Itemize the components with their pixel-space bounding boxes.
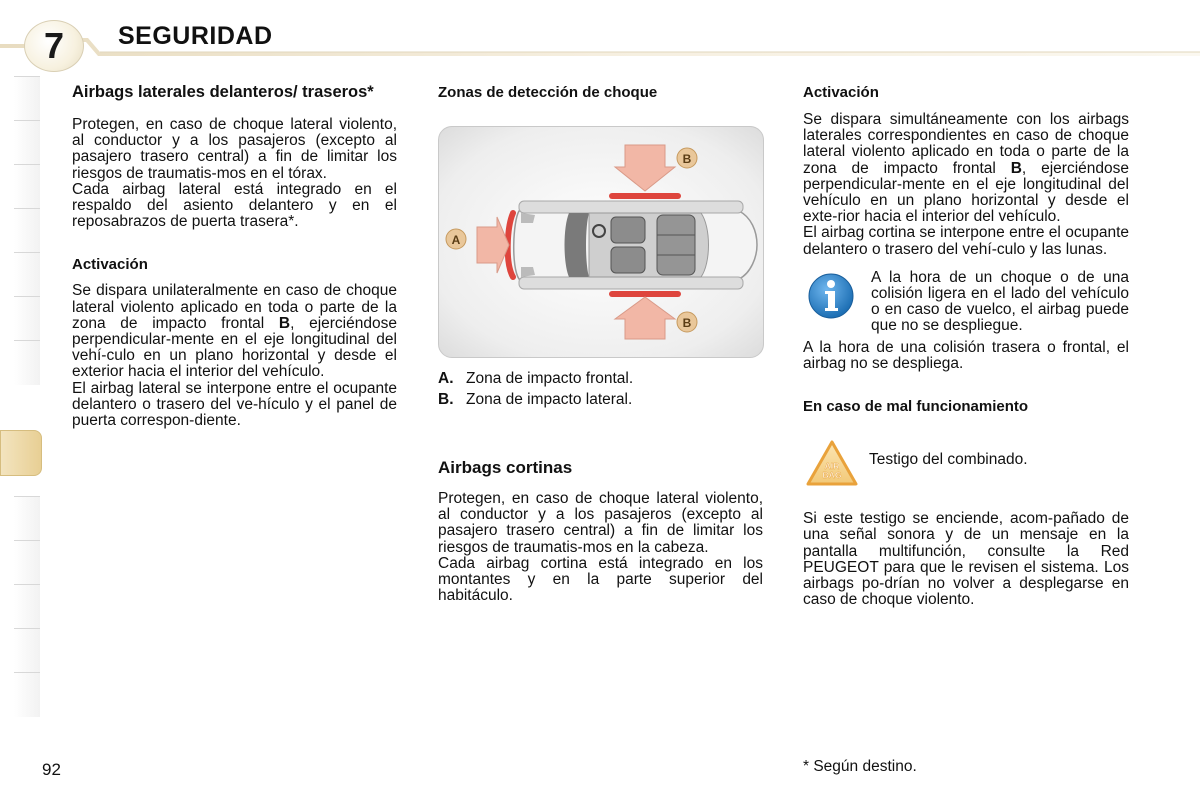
curtain-airbags-section: [438, 459, 763, 604]
column-left: [72, 80, 397, 429]
legend-row-a: [438, 368, 763, 389]
chapter-tab[interactable]: [14, 340, 40, 385]
label-b-bottom-badge: [677, 312, 697, 332]
activation-paragraph-left-2: El airbag lateral se interpone entre el ocupante delantero o trasero del ve-hículo y el panel de puerta correspon-diente.: [72, 379, 397, 430]
text-run: Se dispara simultáneamente con los airbags laterales correspondientes en caso de choque lateral violento aplicado en toda o parte de la zona de impacto frontal: [803, 111, 1129, 177]
arrow-side-impact-bottom: [615, 297, 675, 339]
zone-b-ref: B: [1010, 159, 1022, 177]
text-run: , ejerciéndose perpendicular-mente en el eje longitudinal del vehí-culo en un plano horizontal y desde el exterior hacia el interior del vehículo.: [72, 314, 397, 381]
impact-zone-side-bottom: [609, 291, 681, 297]
activation-paragraph-right: [803, 112, 1129, 225]
legend-text: Zona de impacto frontal.: [466, 370, 634, 387]
info-note-text: A la hora de un choque o de una colisión ligera en el lado del vehículo o en caso de vuelco, el airbag puede que no se despliegue.: [871, 268, 1129, 335]
legend-key: A.: [438, 370, 454, 387]
page-number: 92: [42, 760, 61, 779]
chapter-tab[interactable]: [14, 628, 40, 673]
legend-key: B.: [438, 391, 454, 408]
arrow-front-impact: [477, 217, 509, 273]
section-heading-side-airbags: Airbags laterales delanteros/ traseros*: [72, 83, 374, 101]
side-airbags-paragraph-2: Cada airbag lateral está integrado en el respaldo del asiento delantero y en el reposabrazos de puerta trasera*.: [72, 180, 397, 231]
chapter-tab[interactable]: [14, 296, 40, 341]
windshield: [565, 213, 590, 277]
chapter-tab[interactable]: [14, 76, 40, 121]
chapter-number-badge: [24, 20, 84, 72]
car-side-lower: [519, 277, 743, 289]
info-icon: [807, 272, 855, 320]
side-airbags-paragraph-1: Protegen, en caso de choque lateral violento, al conductor y a los pasajeros (excepto al pasajero trasero central) a fin de limitar los riesgos de traumatis-mos en el tórax.: [72, 116, 397, 182]
zone-b-ref: B: [278, 314, 291, 332]
car-topview-illustration: [439, 127, 763, 357]
activation-heading-left: Activación: [72, 256, 148, 274]
column-middle: [438, 80, 763, 101]
curtain-paragraph-2: Cada airbag cortina está integrado en los montantes y en la parte superior del habitáculo.: [438, 554, 763, 605]
chapter-tab[interactable]: [14, 252, 40, 297]
chapter-number: 7: [43, 25, 65, 66]
activation-paragraph-right-2: El airbag cortina se interpone entre el ocupante delantero o trasero del vehí-culo y las lunas.: [803, 224, 1129, 258]
warning-icon-text-1: AIR: [824, 461, 840, 472]
chapter-tabs: [0, 76, 44, 716]
text-run: , ejerciéndose perpendicular-mente en el eje longitudinal del vehículo en un plano horizontal y desde el exte-rior hacia el interior del vehículo.: [803, 159, 1129, 226]
footnote: * Según destino.: [803, 758, 917, 775]
car-side-upper: [519, 201, 743, 213]
label-a: A: [451, 233, 461, 247]
label-b-top-badge: [677, 148, 697, 168]
info-note-paragraph: A la hora de una colisión trasera o frontal, el airbag no se despliega.: [803, 338, 1129, 373]
malfunction-paragraph: Si este testigo se enciende, acom-pañado de una señal sonora y de un mensaje en la pantalla multifunción, consulte la Red PEUGEOT para que le revisen el sistema. Los airbags po-drían no volver a desplegarse en caso de choque violento.: [803, 510, 1129, 609]
arrow-side-impact-top: [615, 145, 675, 191]
chapter-tab[interactable]: [14, 672, 40, 717]
curtain-airbags-heading: Airbags cortinas: [438, 458, 573, 477]
warning-icon-text-2: BAG: [822, 470, 842, 481]
seat-front-right: [611, 247, 645, 273]
detection-zones-heading: Zonas de detección de choque: [438, 84, 658, 101]
malfunction-heading: En caso de mal funcionamiento: [803, 398, 1029, 416]
label-b-top: B: [682, 152, 692, 166]
chapter-tab[interactable]: [14, 496, 40, 541]
chapter-tab[interactable]: [14, 584, 40, 629]
chapter-title: SEGURIDAD: [118, 22, 273, 50]
chapter-tab[interactable]: [14, 540, 40, 585]
curtain-paragraph-1: Protegen, en caso de choque lateral violento, al conductor y a los pasajeros (excepto al pasajero trasero central) a fin de limitar los riesgos de traumatis-mos en la cabeza.: [438, 490, 763, 556]
legend-row-b: [438, 389, 763, 410]
text-run: Se dispara unilateralmente en caso de choque lateral violento aplicado en toda o parte de la zona de impacto frontal: [72, 282, 397, 332]
legend-text: Zona de impacto lateral.: [466, 391, 633, 408]
chapter-tab[interactable]: [14, 120, 40, 165]
warning-caption: Testigo del combinado.: [869, 451, 1028, 469]
rear-bench: [657, 215, 695, 275]
airbag-warning-icon: [805, 439, 859, 487]
chapter-tab[interactable]: [14, 164, 40, 209]
label-a-badge: [446, 229, 466, 249]
diagram-legend: [438, 368, 763, 410]
chapter-tab[interactable]: [14, 208, 40, 253]
impact-zone-side-top: [609, 193, 681, 199]
seat-front-left: [611, 217, 645, 243]
activation-paragraph-left: [72, 283, 397, 380]
crash-detection-diagram: [438, 126, 764, 358]
chapter-tab-active[interactable]: [0, 430, 42, 476]
info-note: [803, 270, 1129, 340]
label-b-bottom: B: [682, 316, 692, 330]
warning-light-row: [803, 439, 1129, 491]
column-right: [803, 80, 1129, 608]
activation-heading-right: Activación: [803, 84, 879, 101]
